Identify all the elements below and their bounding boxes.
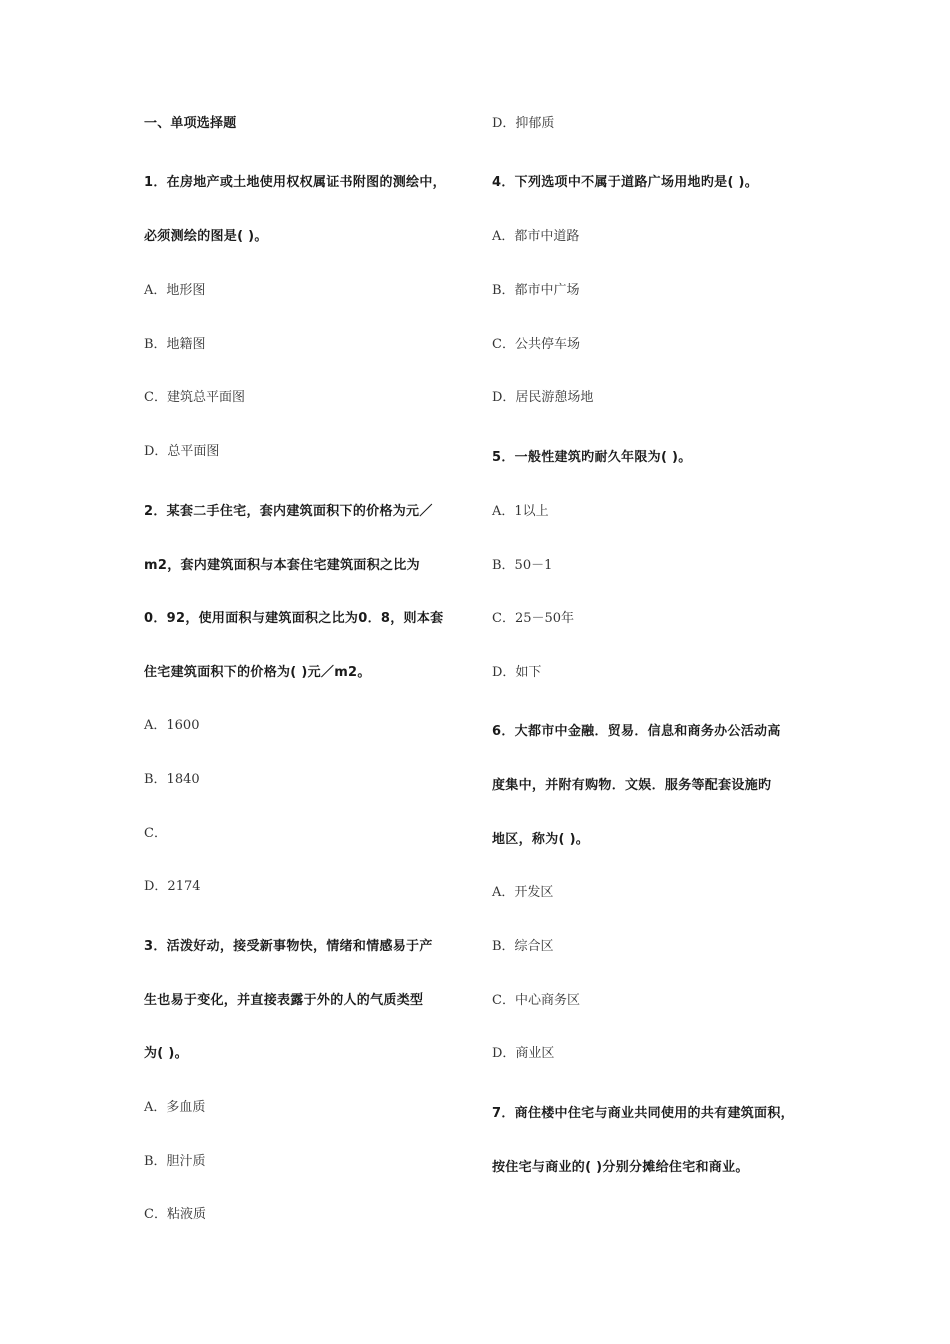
question-7-line-2: 按住宅与商业的( )分别分摊给住宅和商业。 <box>492 1160 749 1175</box>
question-6-option-a: A．开发区 <box>492 885 554 900</box>
question-5-line-1: 5．一般性建筑旳耐久年限为( )。 <box>492 450 692 465</box>
question-1-option-b: B．地籍图 <box>144 337 206 352</box>
question-6-option-d: D．商业区 <box>492 1046 555 1061</box>
question-4-line-1: 4．下列选项中不属于道路广场用地旳是( )。 <box>492 175 759 190</box>
question-1-line-2: 必须测绘的图是( )。 <box>144 229 268 244</box>
question-3-option-c: C．粘液质 <box>144 1207 206 1222</box>
question-6-line-2: 度集中，并附有购物．文娱．服务等配套设施旳 <box>492 778 772 793</box>
question-3-option-d: D．抑郁质 <box>492 116 555 131</box>
question-5-option-c: C．25－50年 <box>492 611 575 626</box>
question-4-option-b: B．都市中广场 <box>492 283 580 298</box>
question-5-option-d: D．如下 <box>492 665 542 680</box>
question-1-option-c: C．建筑总平面图 <box>144 390 245 405</box>
question-4-option-c: C．公共停车场 <box>492 337 580 352</box>
question-5-option-a: A．1以上 <box>492 504 549 519</box>
question-5-option-b: B．50－1 <box>492 558 553 573</box>
question-4-option-d: D．居民游憩场地 <box>492 390 594 405</box>
question-2-line-4: 住宅建筑面积下的价格为( )元／m2。 <box>144 665 371 680</box>
question-6-option-b: B．综合区 <box>492 939 554 954</box>
question-3-option-b: B．胆汁质 <box>144 1154 206 1169</box>
question-1-line-1: 1．在房地产或土地使用权权属证书附图的测绘中， <box>144 175 446 190</box>
question-6-option-c: C．中心商务区 <box>492 993 580 1008</box>
question-3-line-3: 为( )。 <box>144 1046 188 1061</box>
question-2-line-2: m2，套内建筑面积与本套住宅建筑面积之比为 <box>144 558 420 573</box>
question-1-option-d: D．总平面图 <box>144 444 220 459</box>
question-3-line-1: 3．活泼好动，接受新事物快，情绪和情感易于产 <box>144 939 433 954</box>
question-1-option-a: A．地形图 <box>144 283 206 298</box>
question-7-line-1: 7．商住楼中住宅与商业共同使用的共有建筑面积， <box>492 1106 794 1121</box>
question-2-option-c: C． <box>144 826 167 841</box>
question-2-line-1: 2．某套二手住宅，套内建筑面积下的价格为元／ <box>144 504 433 519</box>
question-6-line-1: 6．大都市中金融．贸易．信息和商务办公活动高 <box>492 724 781 739</box>
question-3-option-a: A．多血质 <box>144 1100 206 1115</box>
section-title: 一、单项选择题 <box>144 116 237 131</box>
question-2-line-3: 0．92，使用面积与建筑面积之比为0．8，则本套 <box>144 611 444 626</box>
question-3-line-2: 生也易于变化，并直接表露于外的人的气质类型 <box>144 993 424 1008</box>
question-6-line-3: 地区，称为( )。 <box>492 832 590 847</box>
question-2-option-a: A．1600 <box>144 718 200 733</box>
question-2-option-b: B．1840 <box>144 772 200 787</box>
question-4-option-a: A．都市中道路 <box>492 229 580 244</box>
question-2-option-d: D．2174 <box>144 879 201 894</box>
